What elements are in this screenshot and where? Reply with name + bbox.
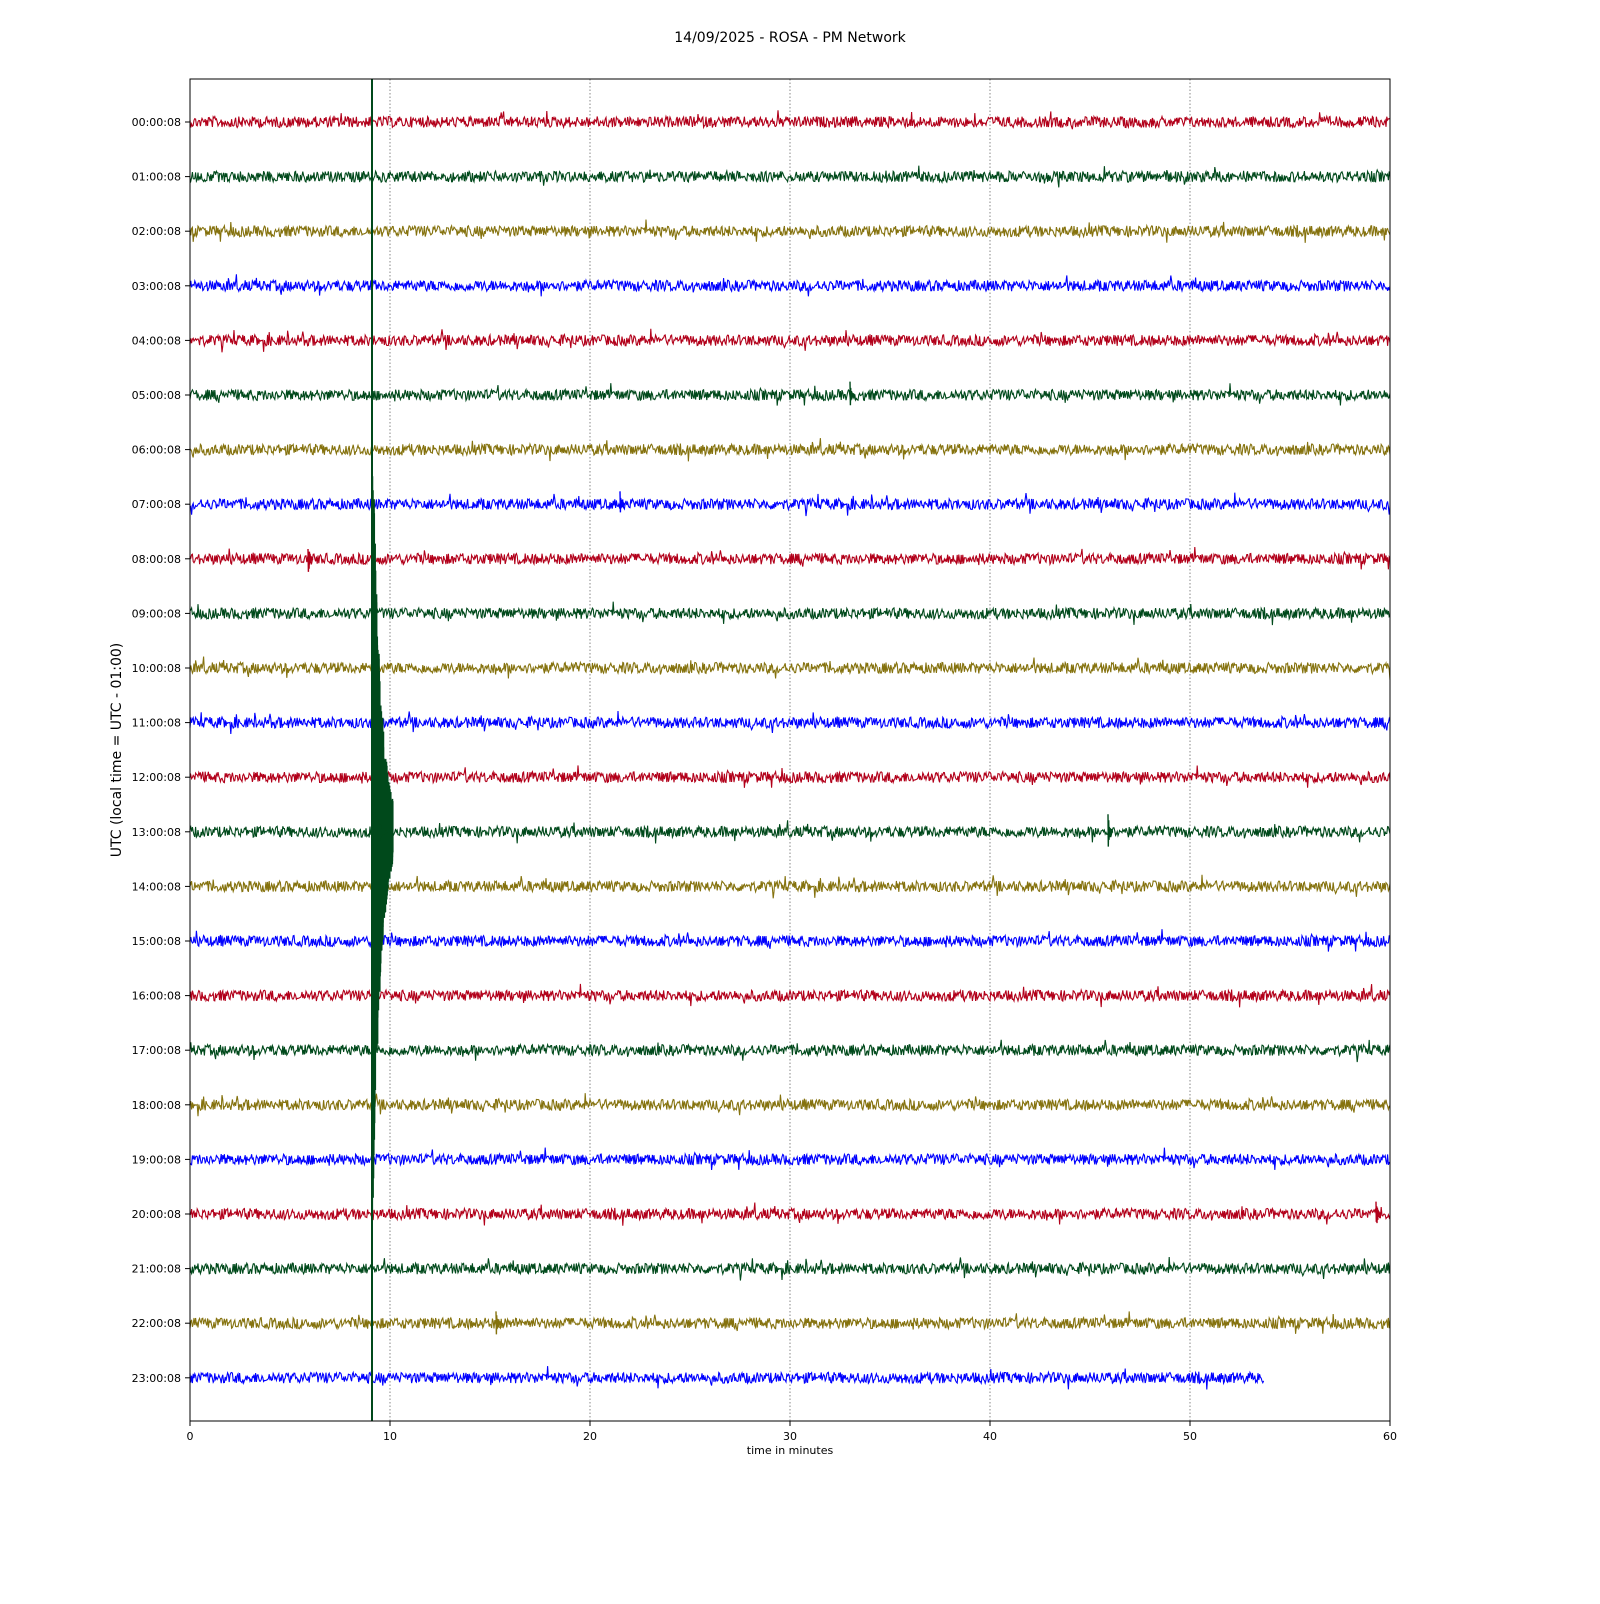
y-tick-label-16:00:08: 16:00:08 xyxy=(131,989,181,1003)
x-tick-label-60: 60 xyxy=(1383,1430,1397,1443)
y-tick-label-22:00:08: 22:00:08 xyxy=(131,1317,181,1331)
x-tick-label-10: 10 xyxy=(383,1430,397,1443)
y-tick-label-05:00:08: 05:00:08 xyxy=(131,389,181,402)
x-tick-label-40: 40 xyxy=(983,1430,997,1443)
y-tick-label-14:00:08: 14:00:08 xyxy=(131,880,181,894)
event-spike-3 xyxy=(496,1311,501,1334)
event-spike-4 xyxy=(1376,1202,1381,1224)
x-tick-label-0: 0 xyxy=(186,1430,194,1443)
trace-group xyxy=(190,110,1390,1389)
trace-00:00:08 xyxy=(190,110,1390,129)
x-tick-label-20: 20 xyxy=(583,1430,597,1443)
y-axis-label: UTC (local time = UTC - 01:00) xyxy=(109,642,125,858)
y-tick-label-03:00:08: 03:00:08 xyxy=(131,279,181,293)
y-axis-ticks xyxy=(132,116,190,1385)
event-group xyxy=(308,79,1381,1421)
grid-lines xyxy=(390,79,1190,1421)
plot-frame xyxy=(190,79,1390,1421)
event-spike-5 xyxy=(850,382,855,406)
y-tick-label-01:00:08: 01:00:08 xyxy=(131,170,181,184)
trace-23:00:08 xyxy=(190,1366,1264,1389)
y-tick-label-19:00:08: 19:00:08 xyxy=(131,1153,181,1167)
y-tick-label-23:00:08: 23:00:08 xyxy=(131,1371,181,1385)
event-spike-6 xyxy=(620,491,625,512)
chart-title: 14/09/2025 - ROSA - PM Network xyxy=(674,30,906,46)
y-tick-label-09:00:08: 09:00:08 xyxy=(131,607,181,621)
y-tick-label-17:00:08: 17:00:08 xyxy=(131,1044,181,1058)
y-tick-label-04:00:08: 04:00:08 xyxy=(131,334,181,348)
y-tick-label-07:00:08: 07:00:08 xyxy=(131,498,181,512)
x-tick-label-50: 50 xyxy=(1183,1430,1197,1443)
y-tick-label-18:00:08: 18:00:08 xyxy=(131,1098,181,1112)
y-tick-label-10:00:08: 10:00:08 xyxy=(131,662,181,675)
x-axis-ticks xyxy=(187,1421,1398,1443)
y-tick-label-02:00:08: 02:00:08 xyxy=(131,225,181,239)
y-tick-label-12:00:08: 12:00:08 xyxy=(131,771,181,785)
y-tick-label-08:00:08: 08:00:08 xyxy=(131,552,181,566)
y-tick-label-15:00:08: 15:00:08 xyxy=(131,935,181,948)
event-spike-1 xyxy=(1108,814,1113,846)
y-tick-label-21:00:08: 21:00:08 xyxy=(131,1262,181,1276)
y-tick-label-20:00:08: 20:00:08 xyxy=(131,1208,181,1221)
y-tick-label-11:00:08: 11:00:08 xyxy=(131,716,181,730)
x-axis-label: time in minutes xyxy=(746,1444,834,1457)
y-tick-label-00:00:08: 00:00:08 xyxy=(131,116,181,129)
trace-17:00:08 xyxy=(190,1040,1390,1062)
y-tick-label-13:00:08: 13:00:08 xyxy=(131,825,181,839)
x-tick-label-30: 30 xyxy=(783,1430,797,1443)
y-tick-label-06:00:08: 06:00:08 xyxy=(131,443,181,457)
